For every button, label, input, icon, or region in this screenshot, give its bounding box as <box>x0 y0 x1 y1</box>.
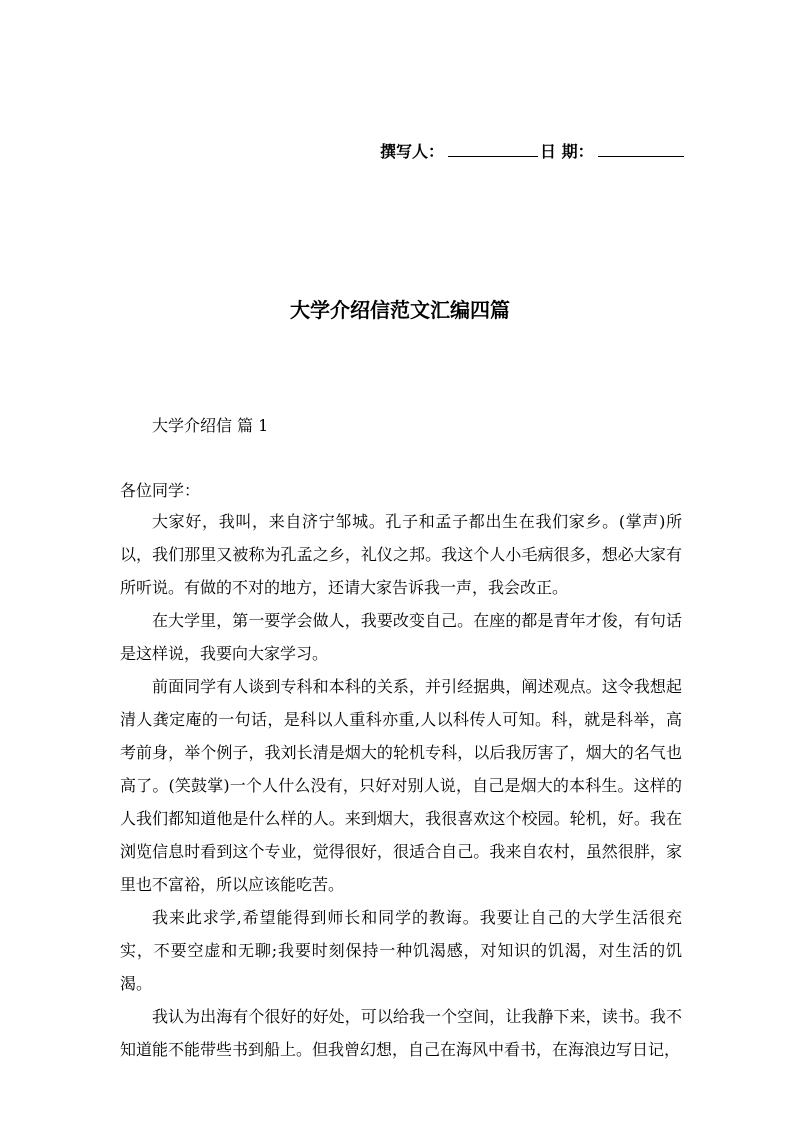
paragraph: 我来此求学,希望能得到师长和同学的教诲。我要让自己的大学生活很充实，不要空虚和无聊;我要时刻保持一种饥渴感，对知识的饥渴，对生活的饥渴。 <box>120 908 682 993</box>
date-label: 日 期： <box>540 142 594 161</box>
body-text <box>120 505 682 1066</box>
document-title: 大学介绍信范文汇编四篇 <box>290 298 510 322</box>
section-heading: 大学介绍信 篇 1 <box>152 416 269 435</box>
salutation: 各位同学： <box>120 481 201 500</box>
author-date-line <box>380 138 686 164</box>
paragraph: 我认为出海有个很好的好处，可以给我一个空间，让我静下来，读书。我不知道能不能带些书到船上。但我曾幻想，自己在海风中看书，在海浪边写日记， <box>120 1007 682 1059</box>
author-blank <box>448 138 538 157</box>
paragraph: 前面同学有人谈到专科和本科的关系，并引经据典，阐述观点。这令我想起清人龚定庵的一句话，是科以人重科亦重,人以科传人可知。科，就是科举，高考前身，举个例子，我刘长清是烟大的轮机专科，以后我厉害了，烟大的名气也高了。(笑鼓掌)一个人什么没有，只好对别人说，自己是烟大的本科生。这样的人我们都知道他是什么样的人。来到烟大，我很喜欢这个校园。轮机，好。我在浏览信息时看到这个专业，觉得很好，很适合自己。我来自农村，虽然很胖，家里也不富裕，所以应该能吃苦。 <box>120 677 682 894</box>
paragraph: 大家好，我叫，来自济宁邹城。孔子和孟子都出生在我们家乡。(掌声)所以，我们那里又被称为孔孟之乡，礼仪之邦。我这个人小毛病很多，想必大家有所听说。有做的不对的地方，还请大家告诉我一声，我会改正。 <box>120 512 682 597</box>
author-label: 撰写人： <box>380 142 445 161</box>
paragraph: 在大学里，第一要学会做人，我要改变自己。在座的都是青年才俊，有句话是这样说，我要向大家学习。 <box>120 611 682 663</box>
date-blank <box>598 138 684 157</box>
